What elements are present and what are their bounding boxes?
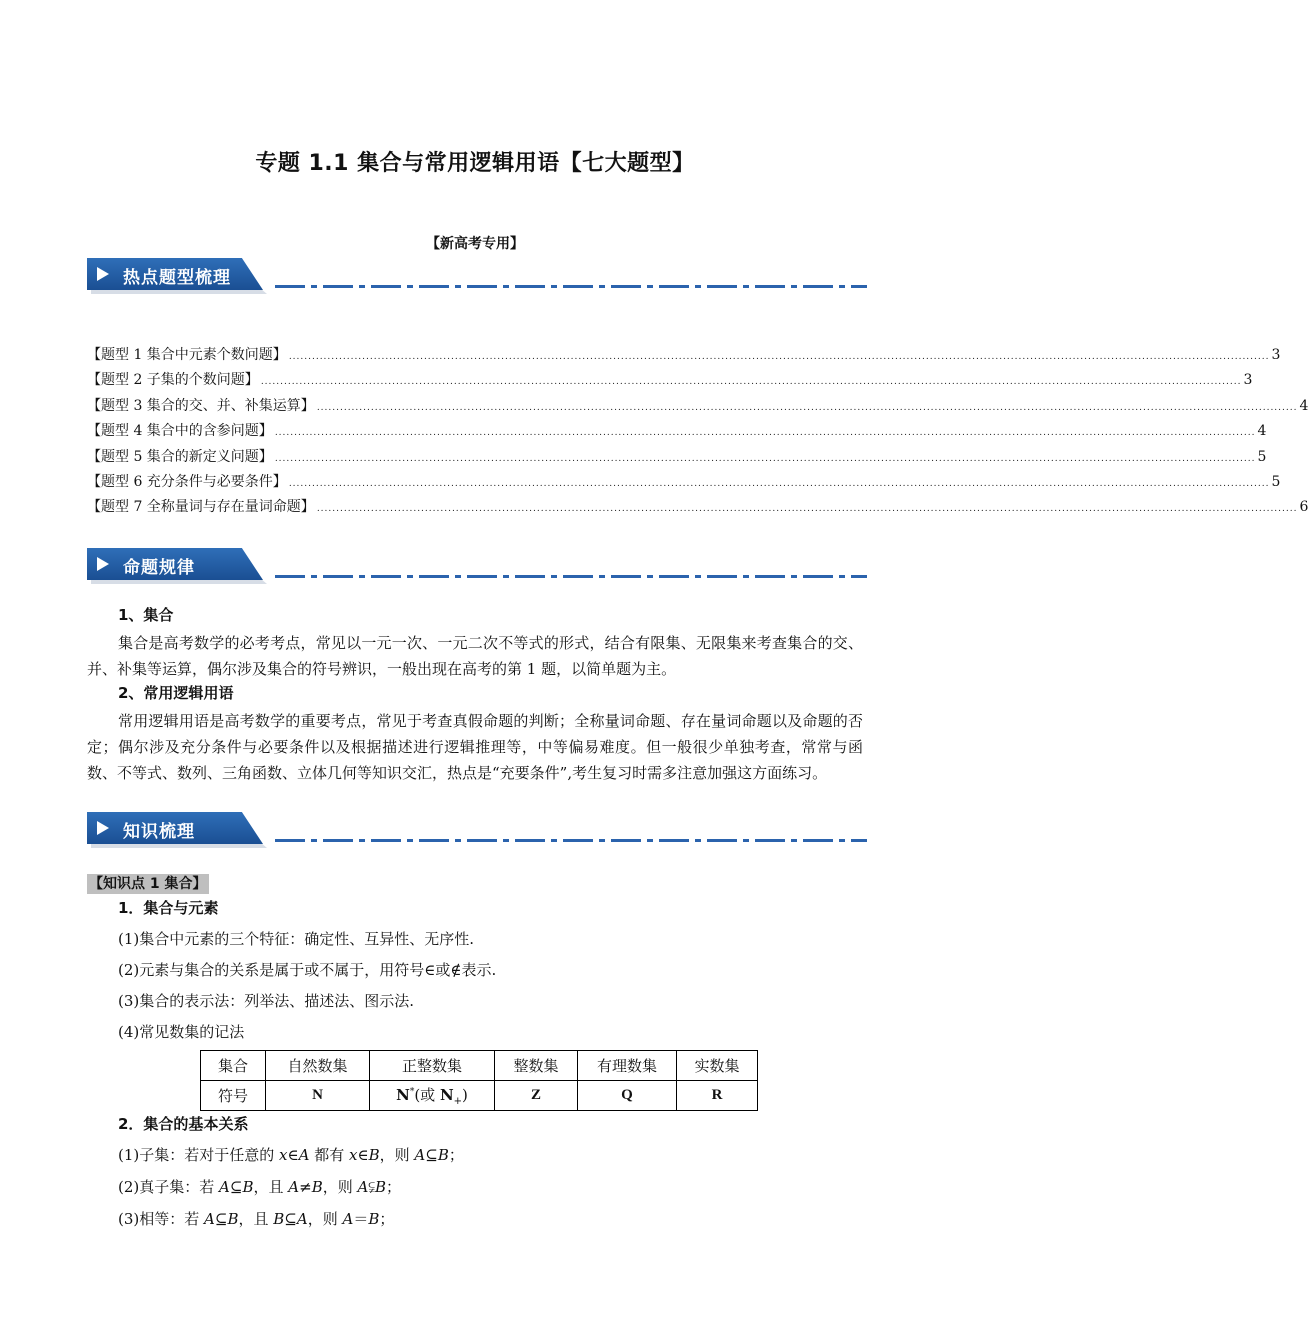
toc-item[interactable]: 【题型 7 全称量词与存在量词命题】 .............................................................................................................................................................................................................................................................. 6 — [87, 499, 1308, 516]
table-cell: 有理数集 — [578, 1051, 677, 1081]
text-line-equal: (3)相等：若 A⊆B，且 B⊆A，则 A＝B； — [118, 1210, 395, 1228]
table-cell: Z — [495, 1081, 578, 1111]
section-heading: 2．集合的基本关系 — [118, 1115, 249, 1133]
table-cell: 符号 — [201, 1081, 266, 1111]
table-row — [201, 1081, 758, 1111]
text-line: (4)常见数集的记法 — [118, 1023, 245, 1041]
text-line: (2)元素与集合的关系是属于或不属于，用符号∈或∉表示. — [118, 961, 497, 979]
text-line: (1)集合中元素的三个特征：确定性、互异性、无序性. — [118, 930, 475, 948]
banner-rules — [87, 548, 867, 588]
play-arrow-icon — [97, 821, 109, 835]
page-subtitle: 【新高考专用】 — [426, 236, 524, 252]
play-arrow-icon — [97, 557, 109, 571]
toc-item[interactable]: 【题型 2 子集的个数问题】 .............................................................................................................................................................................................................................................................. 3 — [87, 372, 1253, 389]
rules-heading-sets: 1、集合 — [118, 606, 174, 624]
rules-paragraph-sets: 集合是高考数学的必考考点，常见以一元一次、一元二次不等式的形式，结合有限集、无限集来考查集合的交、并、补集等运算，偶尔涉及集合的符号辨识，一般出现在高考的第 1 题，以简单题为主。 — [87, 634, 863, 678]
table-cell: 正整数集 — [370, 1051, 495, 1081]
text-line: (3)集合的表示法：列举法、描述法、图示法. — [118, 992, 415, 1010]
banner-label: 知识梳理 — [123, 822, 195, 842]
text-line-subset: (1)子集：若对于任意的 x∈A 都有 x∈B，则 A⊆B； — [118, 1146, 464, 1164]
page-title: 专题 1.1 集合与常用逻辑用语【七大题型】 — [255, 151, 695, 176]
table-cell: 自然数集 — [266, 1051, 370, 1081]
table-cell: 实数集 — [677, 1051, 758, 1081]
banner-label: 命题规律 — [123, 558, 195, 578]
table-cell: Q — [578, 1081, 677, 1111]
dash-divider — [275, 285, 867, 288]
rules-heading-logic: 2、常用逻辑用语 — [118, 684, 234, 702]
table-cell: N*(或 $N_+$) — [370, 1081, 495, 1111]
play-arrow-icon — [97, 267, 109, 281]
table-of-contents — [87, 343, 1308, 521]
toc-item[interactable]: 【题型 6 充分条件与必要条件】 .............................................................................................................................................................................................................................................................. 5 — [87, 473, 1281, 490]
banner-hot-topics — [87, 258, 867, 298]
toc-item[interactable]: 【题型 4 集合中的含参问题】 .............................................................................................................................................................................................................................................................. 4 — [87, 423, 1267, 440]
table-cell: R — [677, 1081, 758, 1111]
dash-divider — [275, 575, 867, 578]
table-cell: N — [266, 1081, 370, 1111]
rules-paragraph-logic: 常用逻辑用语是高考数学的重要考点，常见于考查真假命题的判断；全称量词命题、存在量词命题以及命题的否定；偶尔涉及充分条件与必要条件以及根据描述进行逻辑推理等，中等偏易难度。但一般很少单独考查，常常与函数、不等式、数列、三角函数、立体几何等知识交汇，热点是“充要条件”,考生复习时需多注意加强这方面练习。 — [87, 712, 863, 782]
toc-item[interactable]: 【题型 1 集合中元素个数问题】 .............................................................................................................................................................................................................................................................. 3 — [87, 347, 1281, 363]
banner-label: 热点题型梳理 — [123, 268, 231, 288]
text-line-proper-subset: (2)真子集：若 A⊆B，且 A≠B，则 A⫋B； — [118, 1178, 401, 1196]
knowledge-point-label: 【知识点 1 集合】 — [89, 876, 207, 892]
number-sets-table — [200, 1050, 758, 1111]
toc-item[interactable]: 【题型 3 集合的交、并、补集运算】 .............................................................................................................................................................................................................................................................. 4 — [87, 397, 1308, 414]
table-row — [201, 1051, 758, 1081]
table-cell: 集合 — [201, 1051, 266, 1081]
toc-item[interactable]: 【题型 5 集合的新定义问题】 .............................................................................................................................................................................................................................................................. 5 — [87, 448, 1267, 465]
dash-divider — [275, 839, 867, 842]
section-heading: 1．集合与元素 — [118, 899, 219, 917]
table-cell: 整数集 — [495, 1051, 578, 1081]
banner-knowledge — [87, 812, 867, 852]
